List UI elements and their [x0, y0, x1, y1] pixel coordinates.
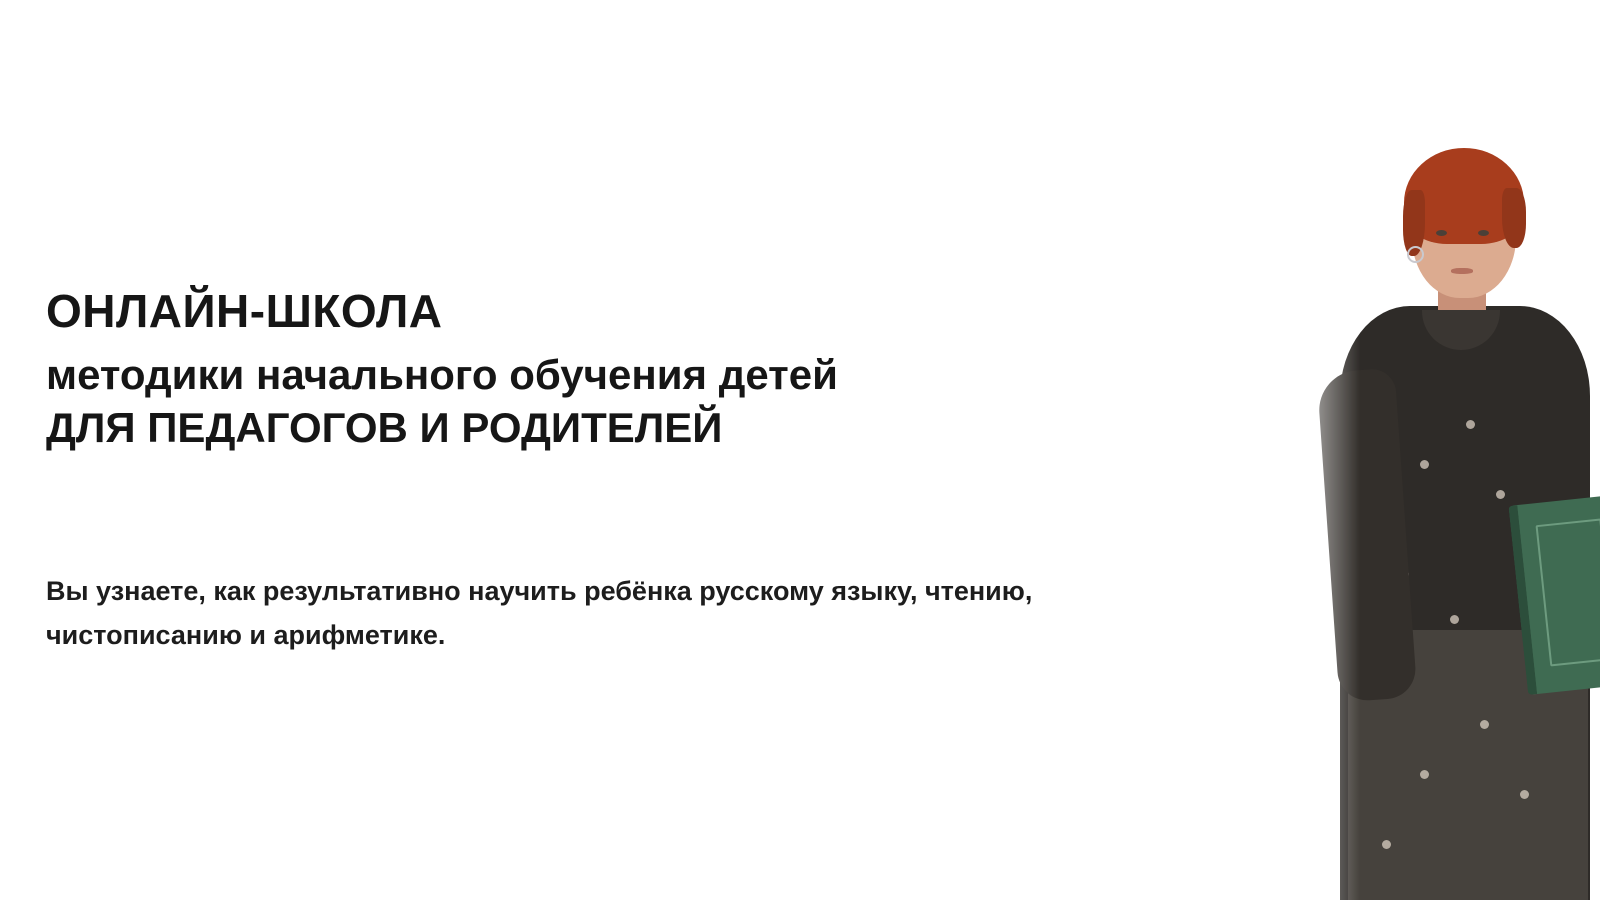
- headline-line-2: методики начального обучения детей: [46, 350, 838, 398]
- headline-line-1: ОНЛАЙН-ШКОЛА: [46, 285, 443, 337]
- presenter-figure: [1270, 70, 1600, 900]
- floral-dot: [1480, 720, 1489, 729]
- earring-icon: [1407, 246, 1424, 263]
- presenter-photo: [1270, 0, 1600, 900]
- hero-subtext: Вы узнаете, как результативно научить ребёнка русскому языку, чтению, чистописанию и арифметике.: [46, 576, 1033, 650]
- floral-dot: [1420, 460, 1429, 469]
- eye-right: [1478, 230, 1489, 236]
- floral-dot: [1420, 770, 1429, 779]
- floral-dot: [1466, 420, 1475, 429]
- floral-dot: [1520, 790, 1529, 799]
- mouth: [1451, 268, 1473, 274]
- floral-dot: [1382, 840, 1391, 849]
- headline-line-3: ДЛЯ ПЕДАГОГОВ И РОДИТЕЛЕЙ: [46, 403, 723, 451]
- book-cover-frame: [1536, 518, 1600, 666]
- floral-dot: [1450, 615, 1459, 624]
- eye-left: [1436, 230, 1447, 236]
- floral-dot: [1496, 490, 1505, 499]
- hair-side-right: [1502, 188, 1526, 248]
- hero-heading-block: [46, 286, 1226, 451]
